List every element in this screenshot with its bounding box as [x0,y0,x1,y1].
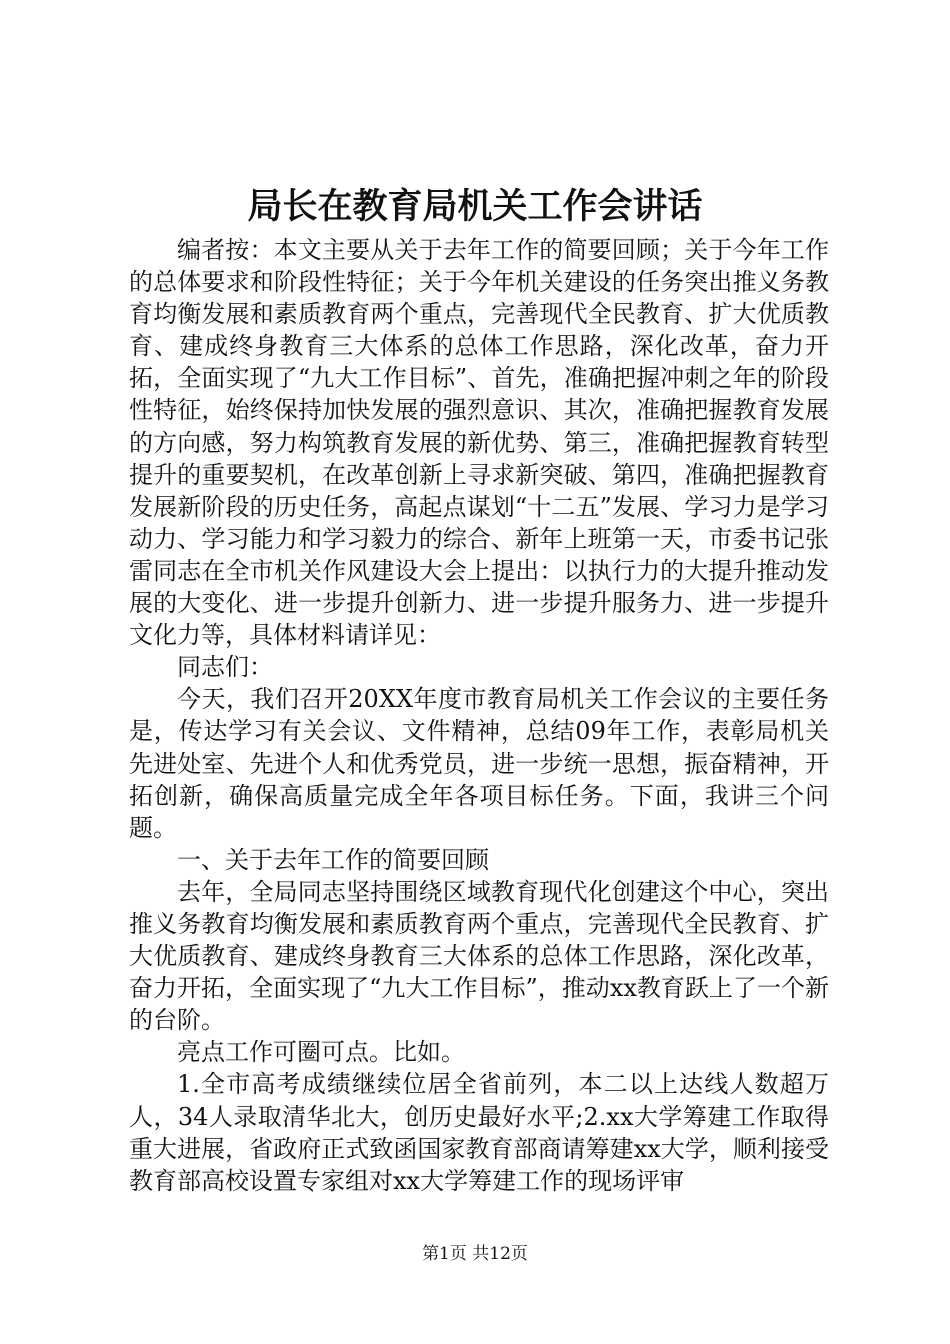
document-body [129,234,829,1197]
list-item-paragraph: 1.全市高考成绩继续位居全省前列，本二以上达线人数超万人，34人录取清华北大，创历史最好水平;2.xx大学筹建工作取得重大进展，省政府正式致函国家教育部商请筹建xx大学，顺利接受教育部高校设置专家组对xx大学筹建工作的现场评审 [129,1070,829,1195]
section-heading: 一、关于去年工作的简要回顾 [177,845,489,874]
intro-paragraph: 今天，我们召开20XX年度市教育局机关工作会议的主要任务是，传达学习有关会议、文件精神，总结09年工作，表彰局机关先进处室、先进个人和优秀党员，进一步统一思想，振奋精神，开拓创新，确保高质量完成全年各项目标任务。下面，我讲三个问题。 [129,685,829,842]
page-number: 第1页 共12页 [422,1244,528,1264]
document-title: 局长在教育局机关工作会讲话 [247,186,703,227]
highlights-paragraph: 亮点工作可圈可点。比如。 [177,1038,465,1067]
review-paragraph: 去年，全局同志坚持围绕区域教育现代化创建这个中心，突出推义务教育均衡发展和素质教育两个重点，完善现代全民教育、扩大优质教育、建成终身教育三大体系的总体工作思路，深化改革，奋力开拓，全面实现了“九大工作目标”，推动xx教育跃上了一个新的台阶。 [129,877,829,1035]
editor-note-paragraph: 编者按：本文主要从关于去年工作的简要回顾；关于今年工作的总体要求和阶段性特征；关于今年机关建设的任务突出推义务教育均衡发展和素质教育两个重点，完善现代全民教育、扩大优质教育、建成终身教育三大体系的总体工作思路，深化改革，奋力开拓，全面实现了“九大工作目标”、首先，准确把握冲刺之年的阶段性特征，始终保持加快发展的强烈意识、其次，准确把握教育发展的方向感，努力构筑教育发展的新优势、第三，准确把握教育转型提升的重要契机，在改革创新上寻求新突破、第四，准确把握教育发展新阶段的历史任务，高起点谋划“十二五”发展、学习力是学习动力、学习能力和学习毅力的综合、新年上班第一天，市委书记张雷同志在全市机关作风建设大会上提出：以执行力的大提升推动发展的大变化、进一步提升创新力、进一步提升服务力、进一步提升文化力等，具体材料请详见： [129,236,829,650]
salutation-paragraph: 同志们： [177,653,273,682]
